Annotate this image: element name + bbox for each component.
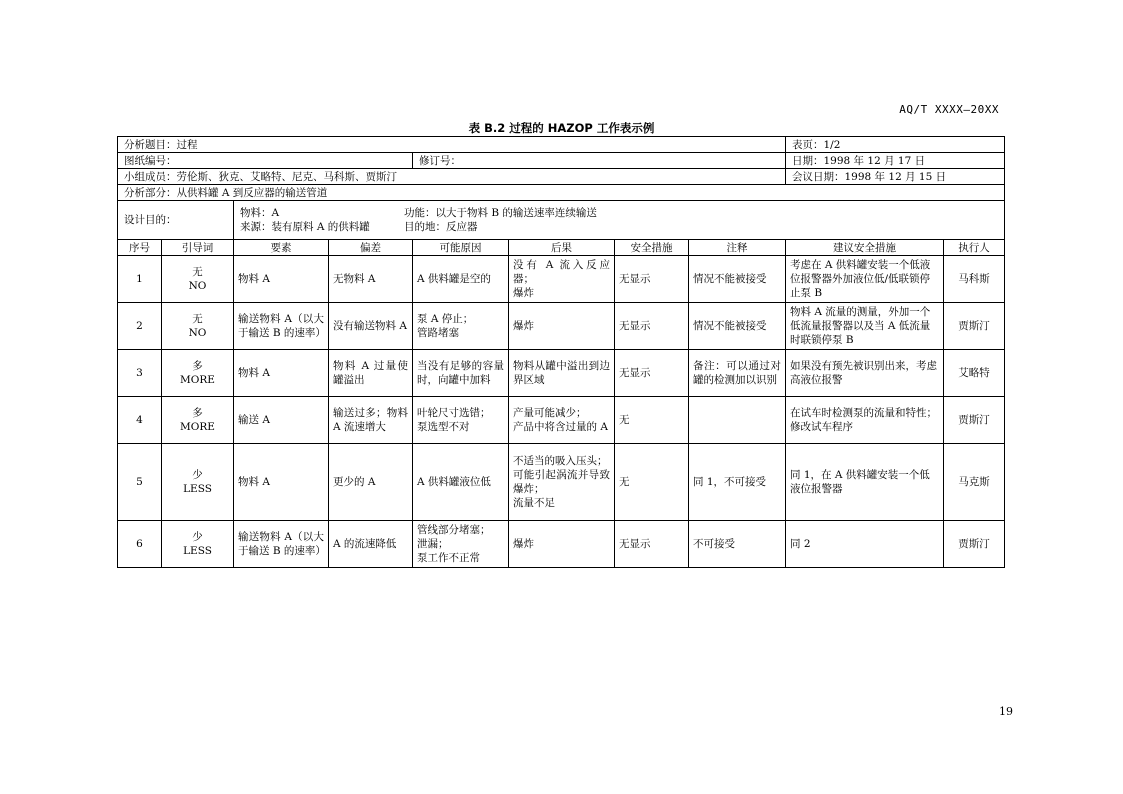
safeguard: 无显示 bbox=[615, 521, 689, 568]
table-row bbox=[118, 256, 1005, 303]
consequence: 爆炸 bbox=[509, 521, 615, 568]
design-intent-material: 物料：A bbox=[240, 207, 280, 219]
column-header: 执行人 bbox=[944, 240, 1005, 256]
guide-word: 无 NO bbox=[162, 303, 234, 350]
meeting-date: 会议日期：1998 年 12 月 15 日 bbox=[786, 169, 1005, 185]
table-title: 表 B.2 过程的 HAZOP 工作表示例 bbox=[468, 121, 655, 135]
table-row bbox=[118, 397, 1005, 444]
possible-cause: A 供料罐液位低 bbox=[413, 444, 509, 521]
table-row bbox=[118, 521, 1005, 568]
comment: 不可接受 bbox=[689, 521, 786, 568]
design-intent-label: 设计目的： bbox=[118, 201, 234, 240]
design-intent bbox=[234, 201, 1005, 240]
deviation: 无物料 A bbox=[329, 256, 413, 303]
analysis-section: 分析部分：从供料罐 A 到反应器的输送管道 bbox=[118, 185, 1005, 201]
team-members: 小组成员：劳伦斯、狄克、艾略特、尼克、马科斯、贾斯汀 bbox=[118, 169, 786, 185]
deviation: 没有输送物料 A bbox=[329, 303, 413, 350]
action-owner: 艾略特 bbox=[944, 350, 1005, 397]
header-row-drawing bbox=[118, 153, 1005, 169]
column-header: 后果 bbox=[509, 240, 615, 256]
analysis-subject: 分析题目：过程 bbox=[118, 137, 786, 153]
possible-cause: 叶轮尺寸选错； 泵选型不对 bbox=[413, 397, 509, 444]
page-number: 19 bbox=[999, 705, 1013, 718]
safeguard: 无显示 bbox=[615, 303, 689, 350]
deviation: 物料 A 过量使罐溢出 bbox=[329, 350, 413, 397]
design-intent-source: 来源：装有原料 A 的供料罐 bbox=[240, 221, 370, 233]
guide-word: 少 LESS bbox=[162, 521, 234, 568]
guide-word: 无 NO bbox=[162, 256, 234, 303]
recommended-action: 在试车时检测泵的流量和特性； 修改试车程序 bbox=[786, 397, 944, 444]
consequence: 爆炸 bbox=[509, 303, 615, 350]
possible-cause: A 供料罐是空的 bbox=[413, 256, 509, 303]
row-number: 6 bbox=[118, 521, 162, 568]
row-number: 1 bbox=[118, 256, 162, 303]
action-owner: 马科斯 bbox=[944, 256, 1005, 303]
header-row-design-intent bbox=[118, 201, 1005, 240]
action-owner: 马克斯 bbox=[944, 444, 1005, 521]
element: 物料 A bbox=[234, 350, 329, 397]
action-owner: 贾斯汀 bbox=[944, 397, 1005, 444]
element: 输送 A bbox=[234, 397, 329, 444]
column-header: 偏差 bbox=[329, 240, 413, 256]
element: 输送物料 A（以大于输送 B 的速率） bbox=[234, 303, 329, 350]
column-header: 引导词 bbox=[162, 240, 234, 256]
deviation: A 的流速降低 bbox=[329, 521, 413, 568]
header-row-team bbox=[118, 169, 1005, 185]
row-number: 4 bbox=[118, 397, 162, 444]
consequence: 不适当的吸入压头； 可能引起涡流并导致爆炸； 流量不足 bbox=[509, 444, 615, 521]
row-number: 3 bbox=[118, 350, 162, 397]
column-header: 建议安全措施 bbox=[786, 240, 944, 256]
safeguard: 无 bbox=[615, 397, 689, 444]
column-header: 序号 bbox=[118, 240, 162, 256]
table-row bbox=[118, 444, 1005, 521]
possible-cause: 管线部分堵塞； 泄漏； 泵工作不正常 bbox=[413, 521, 509, 568]
deviation: 输送过多；物料 A 流速增大 bbox=[329, 397, 413, 444]
consequence: 产量可能减少； 产品中将含过量的 A bbox=[509, 397, 615, 444]
drawing-number: 图纸编号： bbox=[118, 153, 413, 169]
page-count: 表页：1/2 bbox=[786, 137, 1005, 153]
header-row-subject bbox=[118, 137, 1005, 153]
revision-number: 修订号： bbox=[413, 153, 786, 169]
safeguard: 无显示 bbox=[615, 350, 689, 397]
action-owner: 贾斯汀 bbox=[944, 303, 1005, 350]
column-header: 安全措施 bbox=[615, 240, 689, 256]
recommended-action: 如果没有预先被识别出来，考虑高液位报警 bbox=[786, 350, 944, 397]
comment: 情况不能被接受 bbox=[689, 256, 786, 303]
action-owner: 贾斯汀 bbox=[944, 521, 1005, 568]
comment: 备注：可以通过对罐的检测加以识别 bbox=[689, 350, 786, 397]
comment: 同 1，不可接受 bbox=[689, 444, 786, 521]
deviation: 更少的 A bbox=[329, 444, 413, 521]
design-intent-function: 功能：以大于物料 B 的输送速率连续输送 bbox=[404, 207, 597, 219]
recommended-action: 同 2 bbox=[786, 521, 944, 568]
column-header: 注释 bbox=[689, 240, 786, 256]
hazop-worksheet-table bbox=[117, 136, 1005, 568]
table-row bbox=[118, 350, 1005, 397]
consequence: 没有 A 流入反应器； 爆炸 bbox=[509, 256, 615, 303]
element: 物料 A bbox=[234, 444, 329, 521]
recommended-action: 同 1，在 A 供料罐安装一个低液位报警器 bbox=[786, 444, 944, 521]
comment: 情况不能被接受 bbox=[689, 303, 786, 350]
row-number: 2 bbox=[118, 303, 162, 350]
possible-cause: 泵 A 停止； 管路堵塞 bbox=[413, 303, 509, 350]
guide-word: 多 MORE bbox=[162, 350, 234, 397]
header-row-section bbox=[118, 185, 1005, 201]
possible-cause: 当没有足够的容量时，向罐中加料 bbox=[413, 350, 509, 397]
element: 物料 A bbox=[234, 256, 329, 303]
guide-word: 多 MORE bbox=[162, 397, 234, 444]
document-code: AQ/T XXXX—20XX bbox=[899, 103, 999, 116]
element: 输送物料 A（以大于输送 B 的速率） bbox=[234, 521, 329, 568]
safeguard: 无 bbox=[615, 444, 689, 521]
design-intent-destination: 目的地：反应器 bbox=[404, 221, 478, 233]
table-row bbox=[118, 303, 1005, 350]
comment bbox=[689, 397, 786, 444]
consequence: 物料从罐中溢出到边界区域 bbox=[509, 350, 615, 397]
worksheet-date: 日期：1998 年 12 月 17 日 bbox=[786, 153, 1005, 169]
recommended-action: 考虑在 A 供料罐安装一个低液位报警器外加液位低/低联锁停止泵 B bbox=[786, 256, 944, 303]
guide-word: 少 LESS bbox=[162, 444, 234, 521]
column-header: 可能原因 bbox=[413, 240, 509, 256]
safeguard: 无显示 bbox=[615, 256, 689, 303]
column-header: 要素 bbox=[234, 240, 329, 256]
recommended-action: 物料 A 流量的测量，外加一个低流量报警器以及当 A 低流量时联锁停泵 B bbox=[786, 303, 944, 350]
row-number: 5 bbox=[118, 444, 162, 521]
column-header-row bbox=[118, 240, 1005, 256]
